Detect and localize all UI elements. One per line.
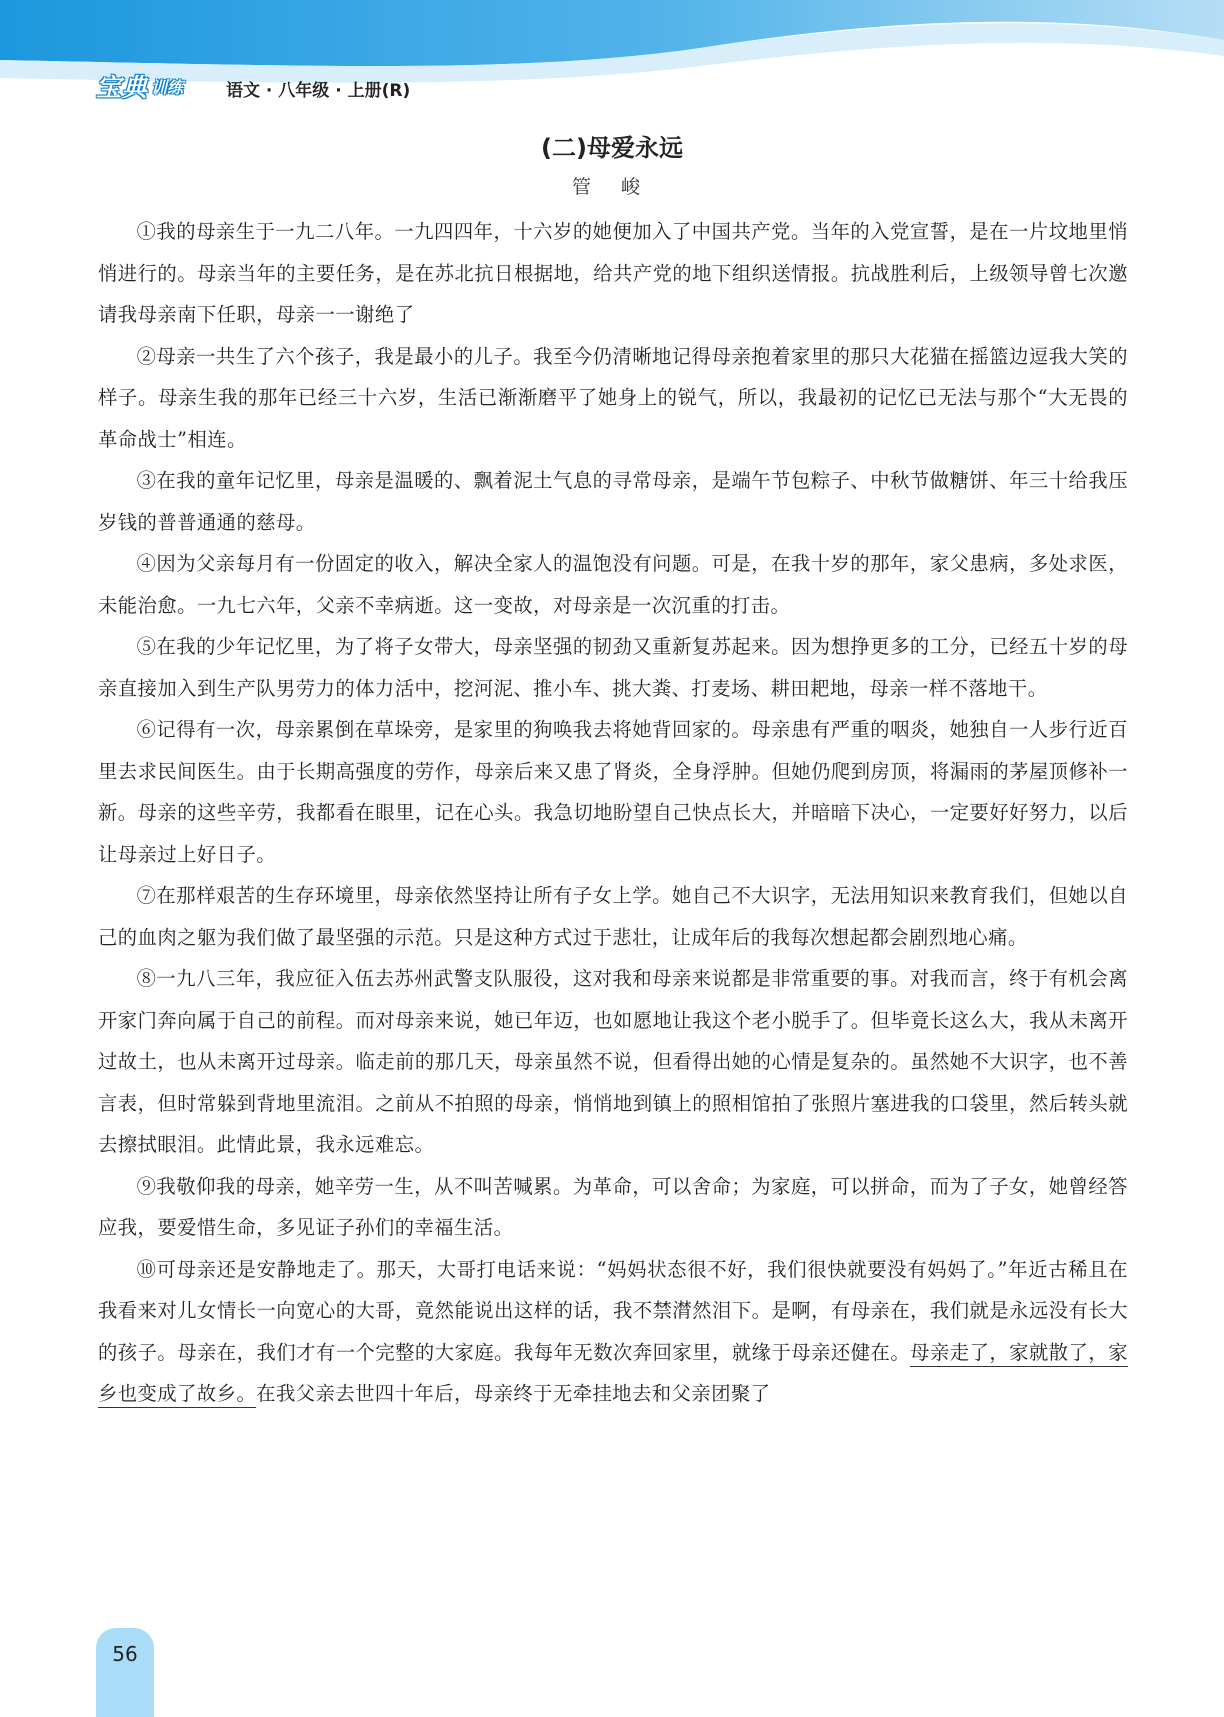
article-author: 管 峻 <box>571 176 653 198</box>
paragraph-4: ④因为父亲每月有一份固定的收入，解决全家人的温饱没有问题。可是，在我十岁的那年，家父患病，多处求医，未能治愈。一九七六年，父亲不幸病逝。这一变故，对母亲是一次沉重的打击。 <box>98 552 1128 617</box>
paragraph-9: ⑨我敬仰我的母亲，她辛劳一生，从不叫苦喊累。为革命，可以舍命；为家庭，可以拼命，而为了子女，她曾经答应我，要爱惜生命，多见证子孙们的幸福生活。 <box>98 1174 1128 1239</box>
paragraph-10-before: ⑩可母亲还是安静地走了。那天，大哥打电话来说：“妈妈状态很不好，我们很快就要没有妈妈了。”年近古稀且在我看来对儿女情长一向宽心的大哥，竟然能说出这样的话，我不禁潸然泪下。是啊，有母亲在，我们就是永远没有长大的孩子。母亲在，我们才有一个完整的大家庭。我每年无数次奔回家里，就缘于母亲还健在。 <box>98 1257 1128 1364</box>
paragraph-6: ⑥记得有一次，母亲累倒在草垛旁，是家里的狗唤我去将她背回家的。母亲患有严重的咽炎，她独自一人步行近百里去求民间医生。由于长期高强度的劳作，母亲后来又患了肾炎，全身浮肿。但她仍爬到房顶，将漏雨的茅屋顶修补一新。母亲的这些辛劳，我都看在眼里，记在心头。我急切地盼望自己快点长大，并暗暗下决心，一定要好好努力，以后让母亲过上好日子。 <box>98 718 1128 866</box>
header-banner <box>0 0 1224 120</box>
paragraph-1: ①我的母亲生于一九二八年。一九四四年，十六岁的她便加入了中国共产党。当年的入党宣誓，是在一片坟地里悄悄进行的。母亲当年的主要任务，是在苏北抗日根据地，给共产党的地下组织送情报。抗战胜利后，上级领导曾七次邀请我母亲南下任职，母亲一一谢绝了 <box>98 220 1128 326</box>
paragraph-2: ②母亲一共生了六个孩子，我是最小的儿子。我至今仍清晰地记得母亲抱着家里的那只大花猫在摇篮边逗我大笑的样子。母亲生我的那年已经三十六岁，生活已渐渐磨平了她身上的锐气，所以，我最初的记忆已无法与那个“大无畏的革命战士”相连。 <box>98 344 1128 451</box>
underlined-sentence: 母亲走了，家就散了，家乡也变成了故乡。 <box>98 1341 1128 1409</box>
brand-sub-text: 训练 <box>151 77 184 97</box>
brand-logo <box>96 66 183 106</box>
paragraph-5: ⑤在我的少年记忆里，为了将子女带大，母亲坚强的韧劲又重新复苏起来。因为想挣更多的工分，已经五十岁的母亲直接加入到生产队男劳力的体力活中，挖河泥、推小车、挑大粪、打麦场、耕田耙地，母亲一样不落地干。 <box>98 635 1128 700</box>
page-number: 56 <box>112 1642 138 1666</box>
paragraph-10-after: 在我父亲去世四十年后，母亲终于无牵挂地去和父亲团聚了 <box>256 1382 771 1405</box>
paragraph-8: ⑧一九八三年，我应征入伍去苏州武警支队服役，这对我和母亲来说都是非常重要的事。对我而言，终于有机会离开家门奔向属于自己的前程。而对母亲来说，她已年迈，也如愿地让我这个老小脱手了。但毕竟长这么大，我从未离开过故土，也从未离开过母亲。临走前的那几天，母亲虽然不说，但看得出她的心情是复杂的。虽然她不大识字，也不善言表，但时常躲到背地里流泪。之前从不拍照的母亲，悄悄地到镇上的照相馆拍了张照片塞进我的口袋里，然后转头就去擦拭眼泪。此情此景，我永远难忘。 <box>98 967 1128 1156</box>
paragraph-10 <box>98 1249 1128 1415</box>
page-number-tab <box>96 1628 154 1717</box>
book-info: 语文 · 八年级 · 上册(R) <box>226 81 411 101</box>
brand-main-text: 宝典 <box>96 73 149 102</box>
article-body <box>98 211 1128 1415</box>
paragraph-7: ⑦在那样艰苦的生存环境里，母亲依然坚持让所有子女上学。她自己不大识字，无法用知识来教育我们，但她以自己的血肉之躯为我们做了最坚强的示范。只是这种方式过于悲壮，让成年后的我每次想起都会剧烈地心痛。 <box>98 884 1128 949</box>
article-title: (二)母爱永远 <box>541 134 683 162</box>
paragraph-3: ③在我的童年记忆里，母亲是温暖的、飘着泥土气息的寻常母亲，是端午节包粽子、中秋节做糖饼、年三十给我压岁钱的普普通通的慈母。 <box>98 469 1128 534</box>
